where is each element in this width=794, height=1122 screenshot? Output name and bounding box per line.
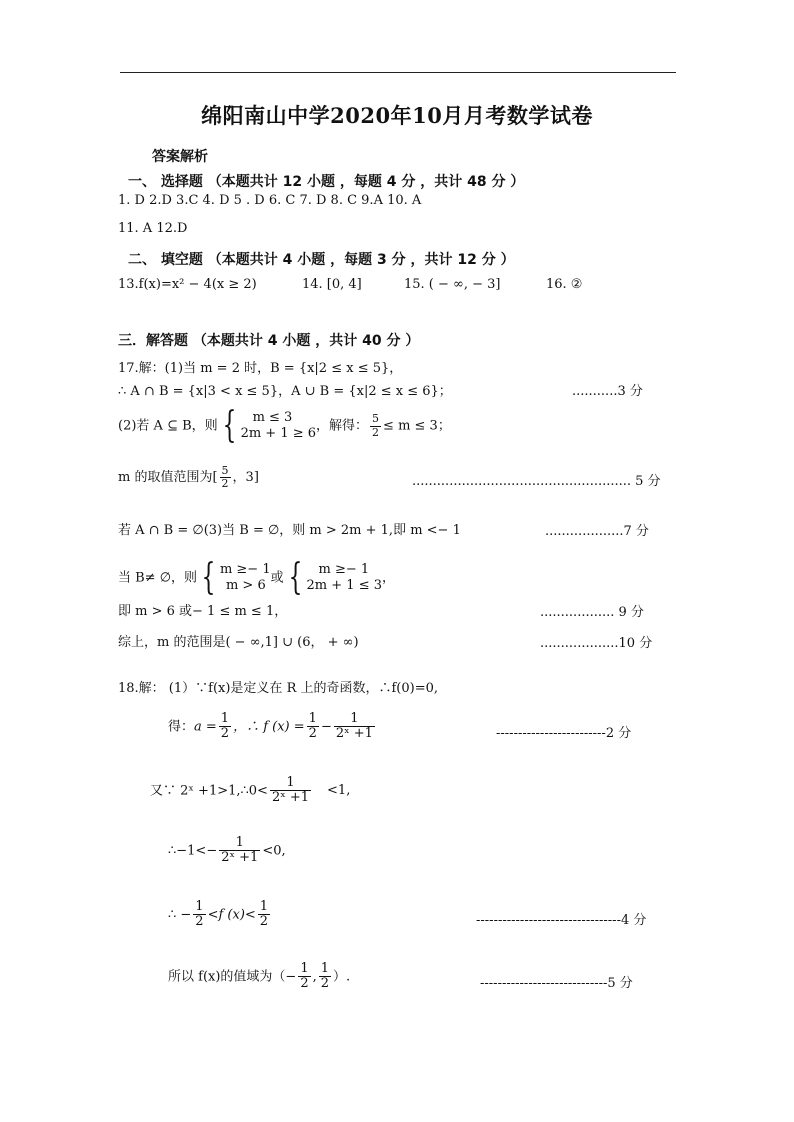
q17-line7: 即 m > 6 或− 1 ≤ m ≤ 1， bbox=[118, 604, 288, 619]
system-c-line1: m ≥− 1 bbox=[318, 561, 370, 577]
fraction-one-half bbox=[193, 900, 205, 930]
system-c bbox=[307, 562, 382, 595]
answer-13: 13.f(x)=x² − 4(x ≥ 2) bbox=[118, 277, 257, 292]
q17-l6-text-a: 当 B≠ ∅，则 bbox=[118, 570, 198, 586]
q18-line6 bbox=[168, 962, 350, 992]
fraction-numerator: 1 bbox=[270, 776, 311, 791]
q18-line3 bbox=[150, 776, 350, 806]
fraction-five-halves-range bbox=[220, 465, 231, 490]
q18-l6-text-b: ）. bbox=[333, 969, 351, 985]
q17-line6 bbox=[118, 557, 396, 598]
q17-score-7: ...................7 分 bbox=[545, 524, 649, 539]
fraction-numerator: 1 bbox=[334, 712, 375, 727]
minus-sign: − bbox=[320, 719, 332, 735]
system-b bbox=[220, 562, 271, 595]
q17-line1: 17.解：(1)当 m = 2 时，B = {x|2 ≤ x ≤ 5}， bbox=[118, 361, 403, 376]
header-rule bbox=[120, 72, 676, 73]
fraction-denominator: 2 bbox=[308, 726, 317, 742]
system-b-line2: m > 6 bbox=[225, 578, 266, 593]
system-c-line2: 2m + 1 ≤ 3 bbox=[306, 578, 382, 593]
q17-line5: 若 A ∩ B = ∅(3)当 B = ∅，则 m > 2m + 1,即 m <− 1 bbox=[118, 523, 461, 538]
q17-score-5: ..................................................... 5 分 bbox=[412, 474, 661, 489]
section-choice-heading: 一、 选择题 （本题共计 12 小题 ，每题 4 分 ，共计 48 分 ） bbox=[128, 174, 525, 190]
choice-answers-line2: 11. A 12.D bbox=[118, 221, 188, 236]
q17-l4-text-b: ，3] bbox=[232, 470, 259, 486]
q18-score-5: -----------------------------5 分 bbox=[480, 976, 633, 991]
fraction-one-half bbox=[298, 962, 310, 992]
q18-l3-text-b: <1, bbox=[327, 783, 351, 799]
system-a bbox=[241, 410, 316, 443]
system-a-line1: m ≤ 3 bbox=[252, 409, 293, 425]
q18-l6-text-a: 所以 f(x)的值域为（− bbox=[168, 969, 297, 985]
q17-l4-text-a: m 的取值范围为[ bbox=[118, 470, 218, 486]
system-a-line2: 2m + 1 ≥ 6 bbox=[240, 426, 317, 441]
q17-l6-text-c: ， bbox=[382, 570, 396, 586]
q18-score-4: ---------------------------------4 分 bbox=[476, 913, 647, 928]
answer-15: 15. ( − ∞, − 3] bbox=[404, 277, 501, 292]
q18-l5-text-b: <f (x)< bbox=[207, 907, 256, 923]
choice-answers-line1: 1. D 2.D 3.C 4. D 5 . D 6. C 7. D 8. C 9.A 10. A bbox=[118, 193, 422, 208]
fraction-numerator: 5 bbox=[372, 412, 380, 426]
fraction-denominator: 2 bbox=[300, 976, 309, 992]
fraction-numerator: 1 bbox=[195, 899, 204, 914]
fraction-one-half bbox=[219, 712, 231, 742]
fraction-five-halves bbox=[370, 413, 381, 438]
q18-line1: 18.解： (1）∵f(x)是定义在 R 上的奇函数，∴f(0)=0, bbox=[118, 681, 439, 696]
q18-l2-text-c: ，∴ f (x) = bbox=[233, 719, 305, 735]
fraction-one-half-b bbox=[319, 962, 331, 992]
fraction-numerator: 5 bbox=[221, 464, 229, 477]
q17-l3-text-a: (2)若 A ⊆ B，则 bbox=[118, 418, 218, 434]
brace-symbol: { bbox=[222, 405, 236, 446]
fraction-one-over-2x-plus-1 bbox=[270, 776, 311, 806]
q18-l2-text-b: a = bbox=[194, 719, 217, 735]
section-fill-heading: 二、 填空题 （本题共计 4 小题 ，每题 3 分 ，共计 12 分 ） bbox=[128, 252, 515, 268]
fraction-denominator: 2ˣ +1 bbox=[335, 726, 373, 742]
q17-l3-text-b: ，解得： bbox=[316, 418, 369, 434]
brace-symbol: { bbox=[288, 557, 302, 598]
fraction-one-half-b bbox=[258, 900, 270, 930]
fraction-numerator: 1 bbox=[219, 836, 260, 851]
q17-score-3: ...........3 分 bbox=[572, 384, 643, 399]
q18-line2 bbox=[168, 712, 377, 742]
q17-l6-or: 或 bbox=[270, 570, 284, 586]
q18-l4-text-b: <0, bbox=[262, 843, 286, 859]
q18-line5 bbox=[168, 900, 272, 930]
answer-analysis-label: 答案解析 bbox=[152, 149, 208, 165]
q17-line3 bbox=[118, 405, 451, 446]
fraction-one-half-b bbox=[307, 712, 319, 742]
section-solve-heading: 三．解答题 （本题共计 4 小题 ，共计 40 分 ） bbox=[118, 333, 420, 349]
comma: , bbox=[312, 969, 317, 985]
page-title: 绵阳南山中学2020年10月月考数学试卷 bbox=[201, 103, 593, 128]
q17-line8: 综上，m 的范围是( − ∞,1] ∪ (6， + ∞) bbox=[118, 635, 359, 650]
q18-score-2: -------------------------2 分 bbox=[496, 726, 632, 741]
fraction-denominator: 2 bbox=[372, 425, 380, 439]
q18-l3-text-a: 又∵ 2ˣ +1>1,∴0< bbox=[150, 783, 268, 799]
fraction-denominator: 2 bbox=[320, 976, 330, 992]
fraction-numerator: 1 bbox=[320, 961, 330, 976]
q17-score-9: .................. 9 分 bbox=[540, 605, 644, 620]
answer-14: 14. [0, 4] bbox=[302, 277, 362, 292]
fraction-denominator: 2 bbox=[221, 477, 229, 491]
fraction-numerator: 1 bbox=[300, 961, 309, 976]
q18-l2-text-a: 得： bbox=[168, 719, 195, 735]
system-b-line1: m ≥− 1 bbox=[219, 561, 271, 577]
q17-score-10: ...................10 分 bbox=[540, 636, 653, 651]
fraction-numerator: 1 bbox=[220, 711, 230, 726]
fraction-denominator: 2 bbox=[195, 914, 204, 930]
fraction-numerator: 1 bbox=[259, 899, 269, 914]
fraction-one-over-2x-plus-1 bbox=[334, 712, 375, 742]
brace-symbol: { bbox=[201, 557, 216, 598]
q18-l5-text-a: ∴ − bbox=[168, 907, 192, 923]
q18-line4 bbox=[168, 836, 286, 866]
fraction-denominator: 2 bbox=[259, 914, 269, 930]
q17-line4 bbox=[118, 465, 259, 490]
fraction-one-over-2x-plus-1 bbox=[219, 836, 260, 866]
fraction-numerator: 1 bbox=[308, 711, 317, 726]
fraction-denominator: 2 bbox=[220, 726, 230, 742]
fraction-denominator: 2ˣ +1 bbox=[221, 850, 259, 866]
answer-16: 16. ② bbox=[546, 277, 583, 292]
q17-l3-text-c: ≤ m ≤ 3； bbox=[383, 418, 451, 434]
fraction-denominator: 2ˣ +1 bbox=[271, 790, 310, 806]
q17-line2: ∴ A ∩ B = {x|3 < x ≤ 5}，A ∪ B = {x|2 ≤ x ≤ 6}； bbox=[118, 384, 452, 399]
q18-l4-text-a: ∴−1<− bbox=[168, 843, 218, 859]
